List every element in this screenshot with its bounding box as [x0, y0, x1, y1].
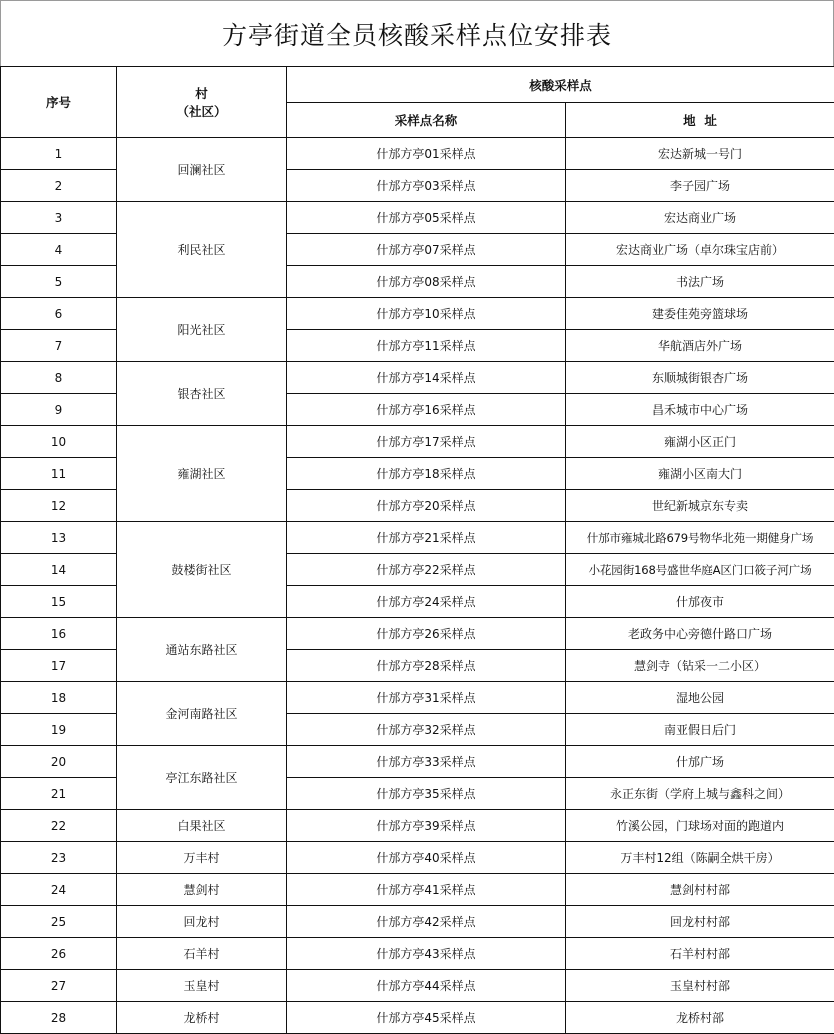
address-cell: 万丰村12组（陈嗣全烘干房） — [566, 842, 834, 874]
address-cell: 世纪新城京东专卖 — [566, 490, 834, 522]
table-row — [1, 138, 834, 170]
row-no: 6 — [1, 298, 117, 330]
address-cell: 什邡市雍城北路679号物华北苑一期健身广场 — [566, 522, 834, 554]
address-cell: 东顺城街银杏广场 — [566, 362, 834, 394]
address-cell: 什邡夜市 — [566, 586, 834, 618]
row-no: 2 — [1, 170, 117, 202]
site-name-cell: 什邡方亭41采样点 — [287, 874, 566, 906]
table-row — [1, 906, 834, 938]
address-cell: 什邡广场 — [566, 746, 834, 778]
table-row — [1, 362, 834, 394]
row-no: 12 — [1, 490, 117, 522]
row-no: 18 — [1, 682, 117, 714]
row-no: 20 — [1, 746, 117, 778]
address-cell: 玉皇村村部 — [566, 970, 834, 1002]
site-name-cell: 什邡方亭20采样点 — [287, 490, 566, 522]
row-no: 23 — [1, 842, 117, 874]
header-village-line1: 村 — [195, 86, 208, 101]
table-row — [1, 298, 834, 330]
row-no: 26 — [1, 938, 117, 970]
table-row — [1, 874, 834, 906]
community-cell: 雍湖社区 — [117, 426, 287, 522]
site-name-cell: 什邡方亭22采样点 — [287, 554, 566, 586]
header-address: 地 址 — [566, 103, 834, 138]
community-cell: 回龙村 — [117, 906, 287, 938]
table-row — [1, 842, 834, 874]
address-cell: 李子园广场 — [566, 170, 834, 202]
community-cell: 亭江东路社区 — [117, 746, 287, 810]
sheet-title: 方亭街道全员核酸采样点位安排表 — [0, 0, 834, 66]
table-row — [1, 618, 834, 650]
header-sampling-group: 核酸采样点 — [287, 67, 834, 103]
address-cell: 回龙村村部 — [566, 906, 834, 938]
row-no: 24 — [1, 874, 117, 906]
row-no: 28 — [1, 1002, 117, 1034]
community-cell: 金河南路社区 — [117, 682, 287, 746]
site-name-cell: 什邡方亭31采样点 — [287, 682, 566, 714]
row-no: 13 — [1, 522, 117, 554]
site-name-cell: 什邡方亭03采样点 — [287, 170, 566, 202]
table-row — [1, 938, 834, 970]
header-no: 序号 — [1, 67, 117, 138]
address-cell: 小花园街168号盛世华庭A区门口筱子河广场 — [566, 554, 834, 586]
row-no: 14 — [1, 554, 117, 586]
site-name-cell: 什邡方亭42采样点 — [287, 906, 566, 938]
address-cell: 昌禾城市中心广场 — [566, 394, 834, 426]
site-name-cell: 什邡方亭44采样点 — [287, 970, 566, 1002]
site-name-cell: 什邡方亭26采样点 — [287, 618, 566, 650]
site-name-cell: 什邡方亭35采样点 — [287, 778, 566, 810]
address-cell: 雍湖小区南大门 — [566, 458, 834, 490]
address-cell: 书法广场 — [566, 266, 834, 298]
address-cell: 慧剑村村部 — [566, 874, 834, 906]
address-cell: 宏达商业广场（卓尔珠宝店前） — [566, 234, 834, 266]
community-cell: 白果社区 — [117, 810, 287, 842]
site-name-cell: 什邡方亭10采样点 — [287, 298, 566, 330]
row-no: 9 — [1, 394, 117, 426]
site-name-cell: 什邡方亭24采样点 — [287, 586, 566, 618]
header-village — [117, 67, 287, 138]
site-name-cell: 什邡方亭28采样点 — [287, 650, 566, 682]
address-cell: 慧剑寺（钻采一二小区） — [566, 650, 834, 682]
site-name-cell: 什邡方亭08采样点 — [287, 266, 566, 298]
header-row-1 — [1, 67, 834, 103]
address-cell: 宏达商业广场 — [566, 202, 834, 234]
address-cell: 永正东街（学府上城与鑫科之间） — [566, 778, 834, 810]
address-cell: 建委佳苑旁篮球场 — [566, 298, 834, 330]
row-no: 1 — [1, 138, 117, 170]
row-no: 17 — [1, 650, 117, 682]
site-name-cell: 什邡方亭43采样点 — [287, 938, 566, 970]
table-row — [1, 1002, 834, 1034]
row-no: 11 — [1, 458, 117, 490]
row-no: 27 — [1, 970, 117, 1002]
row-no: 7 — [1, 330, 117, 362]
site-name-cell: 什邡方亭07采样点 — [287, 234, 566, 266]
address-cell: 竹溪公园，门球场对面的跑道内 — [566, 810, 834, 842]
row-no: 4 — [1, 234, 117, 266]
row-no: 3 — [1, 202, 117, 234]
table-row — [1, 202, 834, 234]
site-name-cell: 什邡方亭18采样点 — [287, 458, 566, 490]
row-no: 16 — [1, 618, 117, 650]
row-no: 22 — [1, 810, 117, 842]
community-cell: 玉皇村 — [117, 970, 287, 1002]
table-row — [1, 970, 834, 1002]
community-cell: 利民社区 — [117, 202, 287, 298]
site-name-cell: 什邡方亭40采样点 — [287, 842, 566, 874]
table-row — [1, 746, 834, 778]
site-name-cell: 什邡方亭39采样点 — [287, 810, 566, 842]
header-village-line2: （社区） — [176, 104, 227, 119]
row-no: 8 — [1, 362, 117, 394]
header-site-name: 采样点名称 — [287, 103, 566, 138]
site-name-cell: 什邡方亭11采样点 — [287, 330, 566, 362]
row-no: 5 — [1, 266, 117, 298]
site-name-cell: 什邡方亭21采样点 — [287, 522, 566, 554]
community-cell: 阳光社区 — [117, 298, 287, 362]
address-cell: 老政务中心旁德什路口广场 — [566, 618, 834, 650]
address-cell: 宏达新城一号门 — [566, 138, 834, 170]
address-cell: 雍湖小区正门 — [566, 426, 834, 458]
address-cell: 石羊村村部 — [566, 938, 834, 970]
address-cell: 南亚假日后门 — [566, 714, 834, 746]
address-cell: 龙桥村部 — [566, 1002, 834, 1034]
site-name-cell: 什邡方亭45采样点 — [287, 1002, 566, 1034]
site-name-cell: 什邡方亭14采样点 — [287, 362, 566, 394]
community-cell: 鼓楼街社区 — [117, 522, 287, 618]
row-no: 10 — [1, 426, 117, 458]
site-name-cell: 什邡方亭16采样点 — [287, 394, 566, 426]
community-cell: 回澜社区 — [117, 138, 287, 202]
sampling-sites-table — [0, 66, 834, 1034]
row-no: 21 — [1, 778, 117, 810]
row-no: 25 — [1, 906, 117, 938]
site-name-cell: 什邡方亭01采样点 — [287, 138, 566, 170]
community-cell: 万丰村 — [117, 842, 287, 874]
address-cell: 华航酒店外广场 — [566, 330, 834, 362]
row-no: 19 — [1, 714, 117, 746]
table-row — [1, 522, 834, 554]
table-row — [1, 426, 834, 458]
address-cell: 湿地公园 — [566, 682, 834, 714]
site-name-cell: 什邡方亭33采样点 — [287, 746, 566, 778]
community-cell: 龙桥村 — [117, 1002, 287, 1034]
site-name-cell: 什邡方亭17采样点 — [287, 426, 566, 458]
site-name-cell: 什邡方亭32采样点 — [287, 714, 566, 746]
row-no: 15 — [1, 586, 117, 618]
table-row — [1, 682, 834, 714]
table-row — [1, 810, 834, 842]
community-cell: 石羊村 — [117, 938, 287, 970]
community-cell: 银杏社区 — [117, 362, 287, 426]
site-name-cell: 什邡方亭05采样点 — [287, 202, 566, 234]
community-cell: 慧剑村 — [117, 874, 287, 906]
community-cell: 通站东路社区 — [117, 618, 287, 682]
